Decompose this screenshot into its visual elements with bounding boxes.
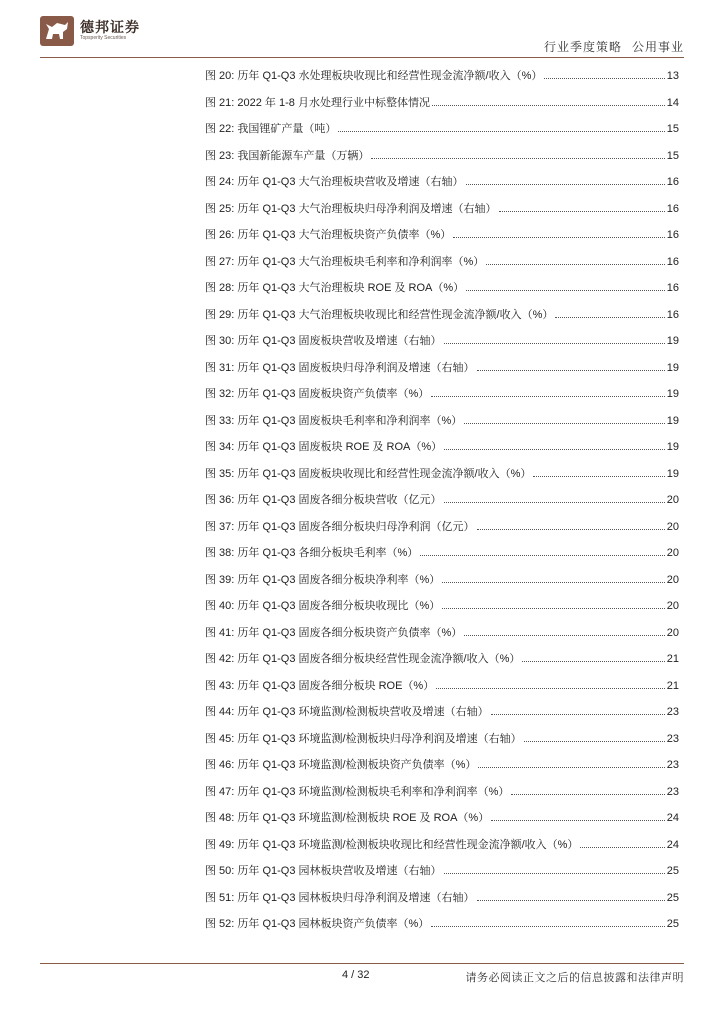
toc-entry-label: 图 40: 历年 Q1-Q3 固废各细分板块收现比（%） <box>205 600 441 612</box>
toc-entry-page: 25 <box>666 865 679 877</box>
toc-entry[interactable] <box>205 835 679 862</box>
page-number: 4 / 32 <box>342 969 370 981</box>
disclaimer-note: 请务必阅读正文之后的信息披露和法律声明 <box>465 971 684 984</box>
toc-entry-label: 图 52: 历年 Q1-Q3 园林板块资产负债率（%） <box>205 918 430 930</box>
toc-entry[interactable] <box>205 66 679 93</box>
dot-leader <box>371 146 664 159</box>
dot-leader <box>466 172 665 185</box>
toc-entry[interactable] <box>205 570 679 597</box>
toc-entry-label: 图 37: 历年 Q1-Q3 固废各细分板块归母净利润（亿元） <box>205 520 475 533</box>
dot-leader <box>442 570 664 583</box>
toc-entry-page: 14 <box>666 96 679 109</box>
toc-entry-page: 25 <box>666 891 679 904</box>
toc-entry[interactable] <box>205 623 679 650</box>
toc-entry[interactable] <box>205 755 679 782</box>
footer-divider <box>40 963 684 964</box>
dot-leader <box>533 464 664 477</box>
toc-entry-page: 20 <box>666 600 679 612</box>
dot-leader <box>544 66 664 79</box>
toc-entry-label: 图 46: 历年 Q1-Q3 环境监测/检测板块资产负债率（%） <box>205 759 477 771</box>
toc-entry[interactable] <box>205 729 679 756</box>
toc-entry[interactable] <box>205 358 679 385</box>
dot-leader <box>442 596 664 609</box>
toc-entry[interactable] <box>205 252 679 279</box>
toc-entry-page: 19 <box>666 467 679 480</box>
toc-entry[interactable] <box>205 384 679 411</box>
toc-entry-page: 20 <box>666 573 679 586</box>
header-divider <box>40 57 684 58</box>
toc-entry-label: 图 38: 历年 Q1-Q3 各细分板块毛利率（%） <box>205 547 419 559</box>
toc-entry[interactable] <box>205 517 679 544</box>
figure-list <box>205 66 679 941</box>
dot-leader <box>477 888 665 901</box>
dot-leader <box>444 437 665 450</box>
dot-leader <box>478 755 664 768</box>
toc-entry-page: 21 <box>666 679 679 692</box>
brand-name: 德邦证券 <box>80 20 140 36</box>
toc-entry-label: 图 27: 历年 Q1-Q3 大气治理板块毛利率和净利润率（%） <box>205 255 485 268</box>
page-header <box>0 0 724 60</box>
toc-entry-label: 图 21: 2022 年 1-8 月水处理行业中标整体情况 <box>205 96 430 109</box>
dot-leader <box>436 676 665 689</box>
toc-entry[interactable] <box>205 649 679 676</box>
dot-leader <box>477 358 665 371</box>
toc-entry[interactable] <box>205 146 679 173</box>
toc-entry-page: 16 <box>666 308 679 321</box>
toc-entry[interactable] <box>205 490 679 517</box>
dot-leader <box>522 649 664 662</box>
toc-entry-page: 16 <box>666 255 679 268</box>
toc-entry-label: 图 45: 历年 Q1-Q3 环境监测/检测板块归母净利润及增速（右轴） <box>205 732 522 745</box>
dot-leader <box>420 543 664 556</box>
toc-entry-page: 16 <box>666 202 679 215</box>
toc-entry-page: 23 <box>666 785 679 798</box>
toc-entry-page: 16 <box>666 176 679 188</box>
toc-entry[interactable] <box>205 676 679 703</box>
toc-entry-page: 15 <box>666 123 679 135</box>
toc-entry-label: 图 34: 历年 Q1-Q3 固废板块 ROE 及 ROA（%） <box>205 441 443 453</box>
dot-leader <box>555 305 664 318</box>
toc-entry[interactable] <box>205 199 679 226</box>
toc-entry-label: 图 20: 历年 Q1-Q3 水处理板块收现比和经营性现金流净额/收入（%） <box>205 70 543 82</box>
toc-entry-page: 20 <box>666 520 679 533</box>
toc-entry-label: 图 49: 历年 Q1-Q3 环境监测/检测板块收现比和经营性现金流净额/收入（%） <box>205 838 579 851</box>
toc-entry-label: 图 24: 历年 Q1-Q3 大气治理板块营收及增速（右轴） <box>205 176 464 188</box>
dot-leader <box>580 835 664 848</box>
dot-leader <box>453 225 664 238</box>
toc-entry[interactable] <box>205 172 679 199</box>
dot-leader <box>444 861 665 874</box>
toc-entry-page: 20 <box>666 626 679 639</box>
toc-entry-page: 19 <box>666 361 679 374</box>
header-category <box>544 38 684 55</box>
toc-entry[interactable] <box>205 305 679 332</box>
dot-leader <box>486 252 664 265</box>
toc-entry-page: 24 <box>666 838 679 851</box>
toc-entry-page: 19 <box>666 414 679 427</box>
toc-entry-page: 19 <box>666 388 679 400</box>
dot-leader <box>444 331 665 344</box>
dot-leader <box>464 623 664 636</box>
dot-leader <box>338 119 664 132</box>
toc-entry-label: 图 33: 历年 Q1-Q3 固废板块毛利率和净利润率（%） <box>205 414 463 427</box>
toc-entry-page: 23 <box>666 732 679 745</box>
toc-entry[interactable] <box>205 278 679 305</box>
dot-leader <box>511 782 664 795</box>
toc-entry-page: 21 <box>666 653 679 665</box>
toc-entry-page: 20 <box>666 547 679 559</box>
dot-leader <box>466 278 665 291</box>
toc-entry[interactable] <box>205 411 679 438</box>
toc-entry[interactable] <box>205 93 679 120</box>
dot-leader <box>491 808 665 821</box>
toc-entry[interactable] <box>205 437 679 464</box>
toc-entry[interactable] <box>205 888 679 915</box>
bull-logo-icon <box>40 16 74 46</box>
toc-entry-page: 24 <box>666 812 679 824</box>
dot-leader <box>524 729 665 742</box>
toc-entry-label: 图 23: 我国新能源车产量（万辆） <box>205 149 370 162</box>
toc-entry-label: 图 51: 历年 Q1-Q3 园林板块归母净利润及增速（右轴） <box>205 891 475 904</box>
brand-subtitle: Topsperity Securities <box>80 35 127 41</box>
toc-entry[interactable] <box>205 861 679 888</box>
toc-entry-label: 图 48: 历年 Q1-Q3 环境监测/检测板块 ROE 及 ROA（%） <box>205 812 490 824</box>
toc-entry[interactable] <box>205 331 679 358</box>
toc-entry-label: 图 28: 历年 Q1-Q3 大气治理板块 ROE 及 ROA（%） <box>205 282 465 294</box>
dot-leader <box>431 384 664 397</box>
toc-entry-page: 13 <box>666 70 679 82</box>
toc-entry-page: 23 <box>666 706 679 718</box>
toc-entry-label: 图 50: 历年 Q1-Q3 园林板块营收及增速（右轴） <box>205 865 442 877</box>
toc-entry-page: 23 <box>666 759 679 771</box>
toc-entry-page: 19 <box>666 441 679 453</box>
toc-entry-label: 图 43: 历年 Q1-Q3 固废各细分板块 ROE（%） <box>205 679 435 692</box>
toc-entry[interactable] <box>205 702 679 729</box>
toc-entry-label: 图 32: 历年 Q1-Q3 固废板块资产负债率（%） <box>205 388 430 400</box>
sector-name: 公用事业 <box>631 40 684 54</box>
dot-leader <box>431 914 664 927</box>
toc-entry-label: 图 26: 历年 Q1-Q3 大气治理板块资产负债率（%） <box>205 229 452 241</box>
toc-entry-label: 图 41: 历年 Q1-Q3 固废各细分板块资产负债率（%） <box>205 626 463 639</box>
toc-entry-page: 20 <box>666 494 679 506</box>
dot-leader <box>477 517 665 530</box>
toc-entry-label: 图 25: 历年 Q1-Q3 大气治理板块归母净利润及增速（右轴） <box>205 202 497 215</box>
toc-entry-label: 图 47: 历年 Q1-Q3 环境监测/检测板块毛利率和净利润率（%） <box>205 785 510 798</box>
dot-leader <box>444 490 665 503</box>
toc-entry-label: 图 39: 历年 Q1-Q3 固废各细分板块净利率（%） <box>205 573 441 586</box>
toc-entry-label: 图 22: 我国锂矿产量（吨） <box>205 123 337 135</box>
toc-entry-label: 图 36: 历年 Q1-Q3 固废各细分板块营收（亿元） <box>205 494 442 506</box>
toc-entry[interactable] <box>205 782 679 809</box>
toc-entry[interactable] <box>205 225 679 252</box>
toc-entry-label: 图 42: 历年 Q1-Q3 固废各细分板块经营性现金流净额/收入（%） <box>205 653 521 665</box>
report-type: 行业季度策略 <box>543 40 622 54</box>
dot-leader <box>491 702 665 715</box>
toc-entry[interactable] <box>205 808 679 835</box>
dot-leader <box>464 411 664 424</box>
toc-entry[interactable] <box>205 543 679 570</box>
toc-entry-label: 图 35: 历年 Q1-Q3 固废板块收现比和经营性现金流净额/收入（%） <box>205 467 532 480</box>
toc-entry-label: 图 29: 历年 Q1-Q3 大气治理板块收现比和经营性现金流净额/收入（%） <box>205 308 554 321</box>
toc-entry-label: 图 44: 历年 Q1-Q3 环境监测/检测板块营收及增速（右轴） <box>205 706 489 718</box>
toc-entry-label: 图 31: 历年 Q1-Q3 固废板块归母净利润及增速（右轴） <box>205 361 475 374</box>
toc-entry-page: 16 <box>666 282 679 294</box>
toc-entry-page: 16 <box>666 229 679 241</box>
toc-entry[interactable] <box>205 464 679 491</box>
toc-entry-label: 图 30: 历年 Q1-Q3 固废板块营收及增速（右轴） <box>205 335 442 347</box>
toc-entry[interactable] <box>205 914 679 941</box>
toc-entry[interactable] <box>205 119 679 146</box>
company-logo <box>40 16 170 46</box>
toc-entry-page: 15 <box>666 149 679 162</box>
dot-leader <box>499 199 665 212</box>
toc-entry-page: 25 <box>666 918 679 930</box>
dot-leader <box>432 93 665 106</box>
toc-entry[interactable] <box>205 596 679 623</box>
toc-entry-page: 19 <box>666 335 679 347</box>
